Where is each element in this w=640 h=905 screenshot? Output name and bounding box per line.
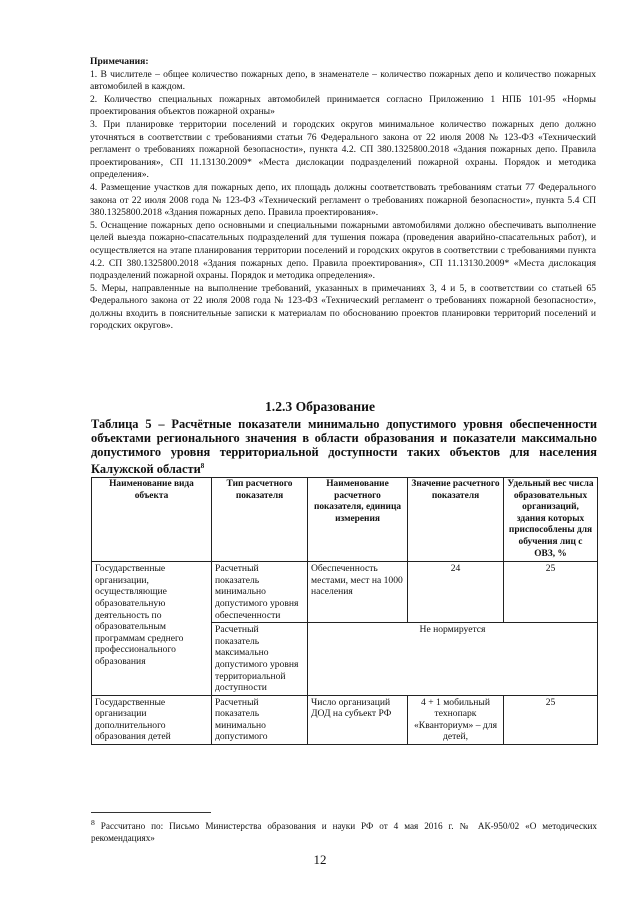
table-row <box>92 562 598 623</box>
table-caption-text: Таблица 5 – Расчётные показатели минимально допустимого уровня обеспеченности объектами регионального значения в области образования и показатели максимально допустимого уровня территориальной доступности таких объектов для населения Калужской области <box>91 417 597 477</box>
cell-object: Государственные организации, осуществляющие образовательную деятельность по образовательным программам среднего профессионального образования <box>92 562 212 696</box>
footnote-mark: 8 <box>91 818 95 827</box>
header-indicator-name: Наименование расчетного показателя, единица измерения <box>308 478 408 562</box>
footnote-text: Рассчитано по: Письмо Министерства образования и науки РФ от 4 мая 2016 г. № АК-950/02 «О методических рекомендациях» <box>91 821 597 844</box>
cell-value: 4 + 1 мобильный технопарк «Кванториум» – для детей, <box>408 695 504 744</box>
footnote <box>91 817 597 844</box>
note-item: 4. Размещение участков для пожарных депо, их площадь должны соответствовать требованиям статьи 77 Федерального закона от 22 июля 2008 года № 123-ФЗ «Технический регламент о требованиях пожарной безопасности», пункта 5.4 СП 380.1325800.2018 «Здания пожарных депо. Правила проектирования». <box>90 181 596 219</box>
cell-type: Расчетный показатель максимально допустимого уровня территориальной доступности <box>212 623 308 696</box>
cell-share: 25 <box>504 562 598 623</box>
note-item: 1. В числителе – общее количество пожарных депо, в знаменателе – количество пожарных депо и количество пожарных автомобилей в каждом. <box>90 68 596 93</box>
header-indicator-value: Значение расчетного показателя <box>408 478 504 562</box>
table-row <box>92 695 598 744</box>
standards-table <box>91 477 598 745</box>
header-indicator-type: Тип расчетного показателя <box>212 478 308 562</box>
note-item: 3. При планировке территории поселений и городских округов минимальное количество пожарных депо должно уточняться в соответствии с требованиями статьи 76 Федерального закона от 22 июля 2008 № 123-ФЗ «Технический регламент о требованиях пожарной безопасности», пункта 4.2. СП 380.1325800.2018 «Здания пожарных депо. Правила проектирования», СП 11.13130.2009* «Места дислокации подразделений пожарной охраны. Порядок и методика определения». <box>90 118 596 181</box>
cell-object: Государственные организации дополнительного образования детей <box>92 695 212 744</box>
cell-type: Расчетный показатель минимально допустимого <box>212 695 308 744</box>
cell-share: 25 <box>504 695 598 744</box>
notes-block <box>90 56 596 333</box>
table-caption <box>91 417 597 476</box>
footnote-divider <box>91 812 211 813</box>
header-object-type: Наименование вида объекта <box>92 478 212 562</box>
section-heading: 1.2.3 Образование <box>265 399 375 414</box>
note-item: 5. Меры, направленные на выполнение требований, указанных в примечаниях 3, 4 и 5, в соответствии со статьей 65 Федерального закона от 22 июля 2008 года № 123-ФЗ «Технический регламент о требованиях пожарной безопасности», должны входить в пояснительные записки к материалам по обоснованию проектов планировки территорий поселений и городских округов». <box>90 282 596 332</box>
cell-type: Расчетный показатель минимально допустимого уровня обеспеченности <box>212 562 308 623</box>
note-item: 5. Оснащение пожарных депо основными и специальными пожарными автомобилями должно обеспечивать выполнение целей выезда пожарно-спасательных подразделений для тушения пожара (проведения аварийно-спасательных работ), и осуществляется на этапе планирования территории поселений и городских округов в соответствии с требованиями пункта 4.2. СП 380.1325800.2018 «Здания пожарных депо. Правила проектирования», СП 11.13130.2009* «Места дислокация подразделений пожарной охраны. Порядок и методика определения». <box>90 219 596 282</box>
page-number: 12 <box>313 852 327 867</box>
caption-footnote-mark: 8 <box>200 462 205 470</box>
cell-name: Обеспеченность местами, мест на 1000 населения <box>308 562 408 623</box>
cell-not-normed: Не нормируется <box>308 623 598 696</box>
notes-title: Примечания: <box>90 56 149 67</box>
note-item: 2. Количество специальных пожарных автомобилей принимается согласно Приложению 1 НПБ 101-95 «Нормы проектирования объектов пожарной охраны» <box>90 93 596 118</box>
table-header-row <box>92 478 598 562</box>
cell-name: Число организаций ДОД на субъект РФ <box>308 695 408 744</box>
cell-value: 24 <box>408 562 504 623</box>
header-share: Удельный вес числа образовательных организаций, здания которых приспособлены для обучения лиц с ОВЗ, % <box>504 478 598 562</box>
